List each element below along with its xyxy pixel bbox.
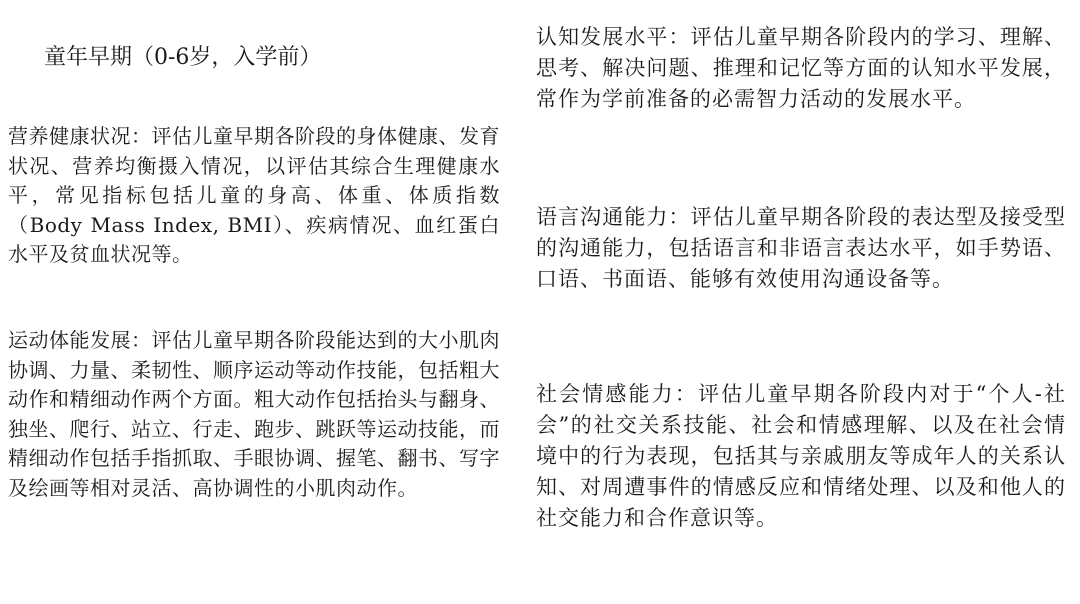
paragraph-motor-development: 运动体能发展：评估儿童早期各阶段能达到的大小肌肉协调、力量、柔韧性、顺序运动等动作技能，包括粗大动作和精细动作两个方面。粗大动作包括抬头与翻身、独坐、爬行、站立、行走、跑步、跳跃等运动技能，而精细动作包括手指抓取、手眼协调、握笔、翻书、写字及绘画等相对灵活、高协调性的小肌肉动作。: [8, 328, 500, 500]
section-heading: 童年早期（0-6岁，入学前）: [44, 45, 322, 70]
paragraph-cognitive-development: 认知发展水平：评估儿童早期各阶段内的学习、理解、思考、解决问题、推理和记忆等方面的认知水平发展，常作为学前准备的必需智力活动的发展水平。: [536, 25, 1066, 111]
paragraph-social-emotional: 社会情感能力：评估儿童早期各阶段内对于“个人-社会”的社交关系技能、社会和情感理解、以及在社会情境中的行为表现，包括其与亲戚朋友等成年人的关系认知、对周遭事件的情感反应和情绪处理、以及和他人的社交能力和合作意识等。: [536, 382, 1066, 530]
paragraph-nutrition-health: 营养健康状况：评估儿童早期各阶段的身体健康、发育状况、营养均衡摄入情况，以评估其综合生理健康水平，常见指标包括儿童的身高、体重、体质指数（Body Mass Index, BMI）、疾病情况、血红蛋白水平及贫血状况等。: [8, 124, 500, 267]
paragraph-language-communication: 语言沟通能力：评估儿童早期各阶段的表达型及接受型的沟通能力，包括语言和非语言表达水平，如手势语、口语、书面语、能够有效使用沟通设备等。: [536, 205, 1066, 291]
